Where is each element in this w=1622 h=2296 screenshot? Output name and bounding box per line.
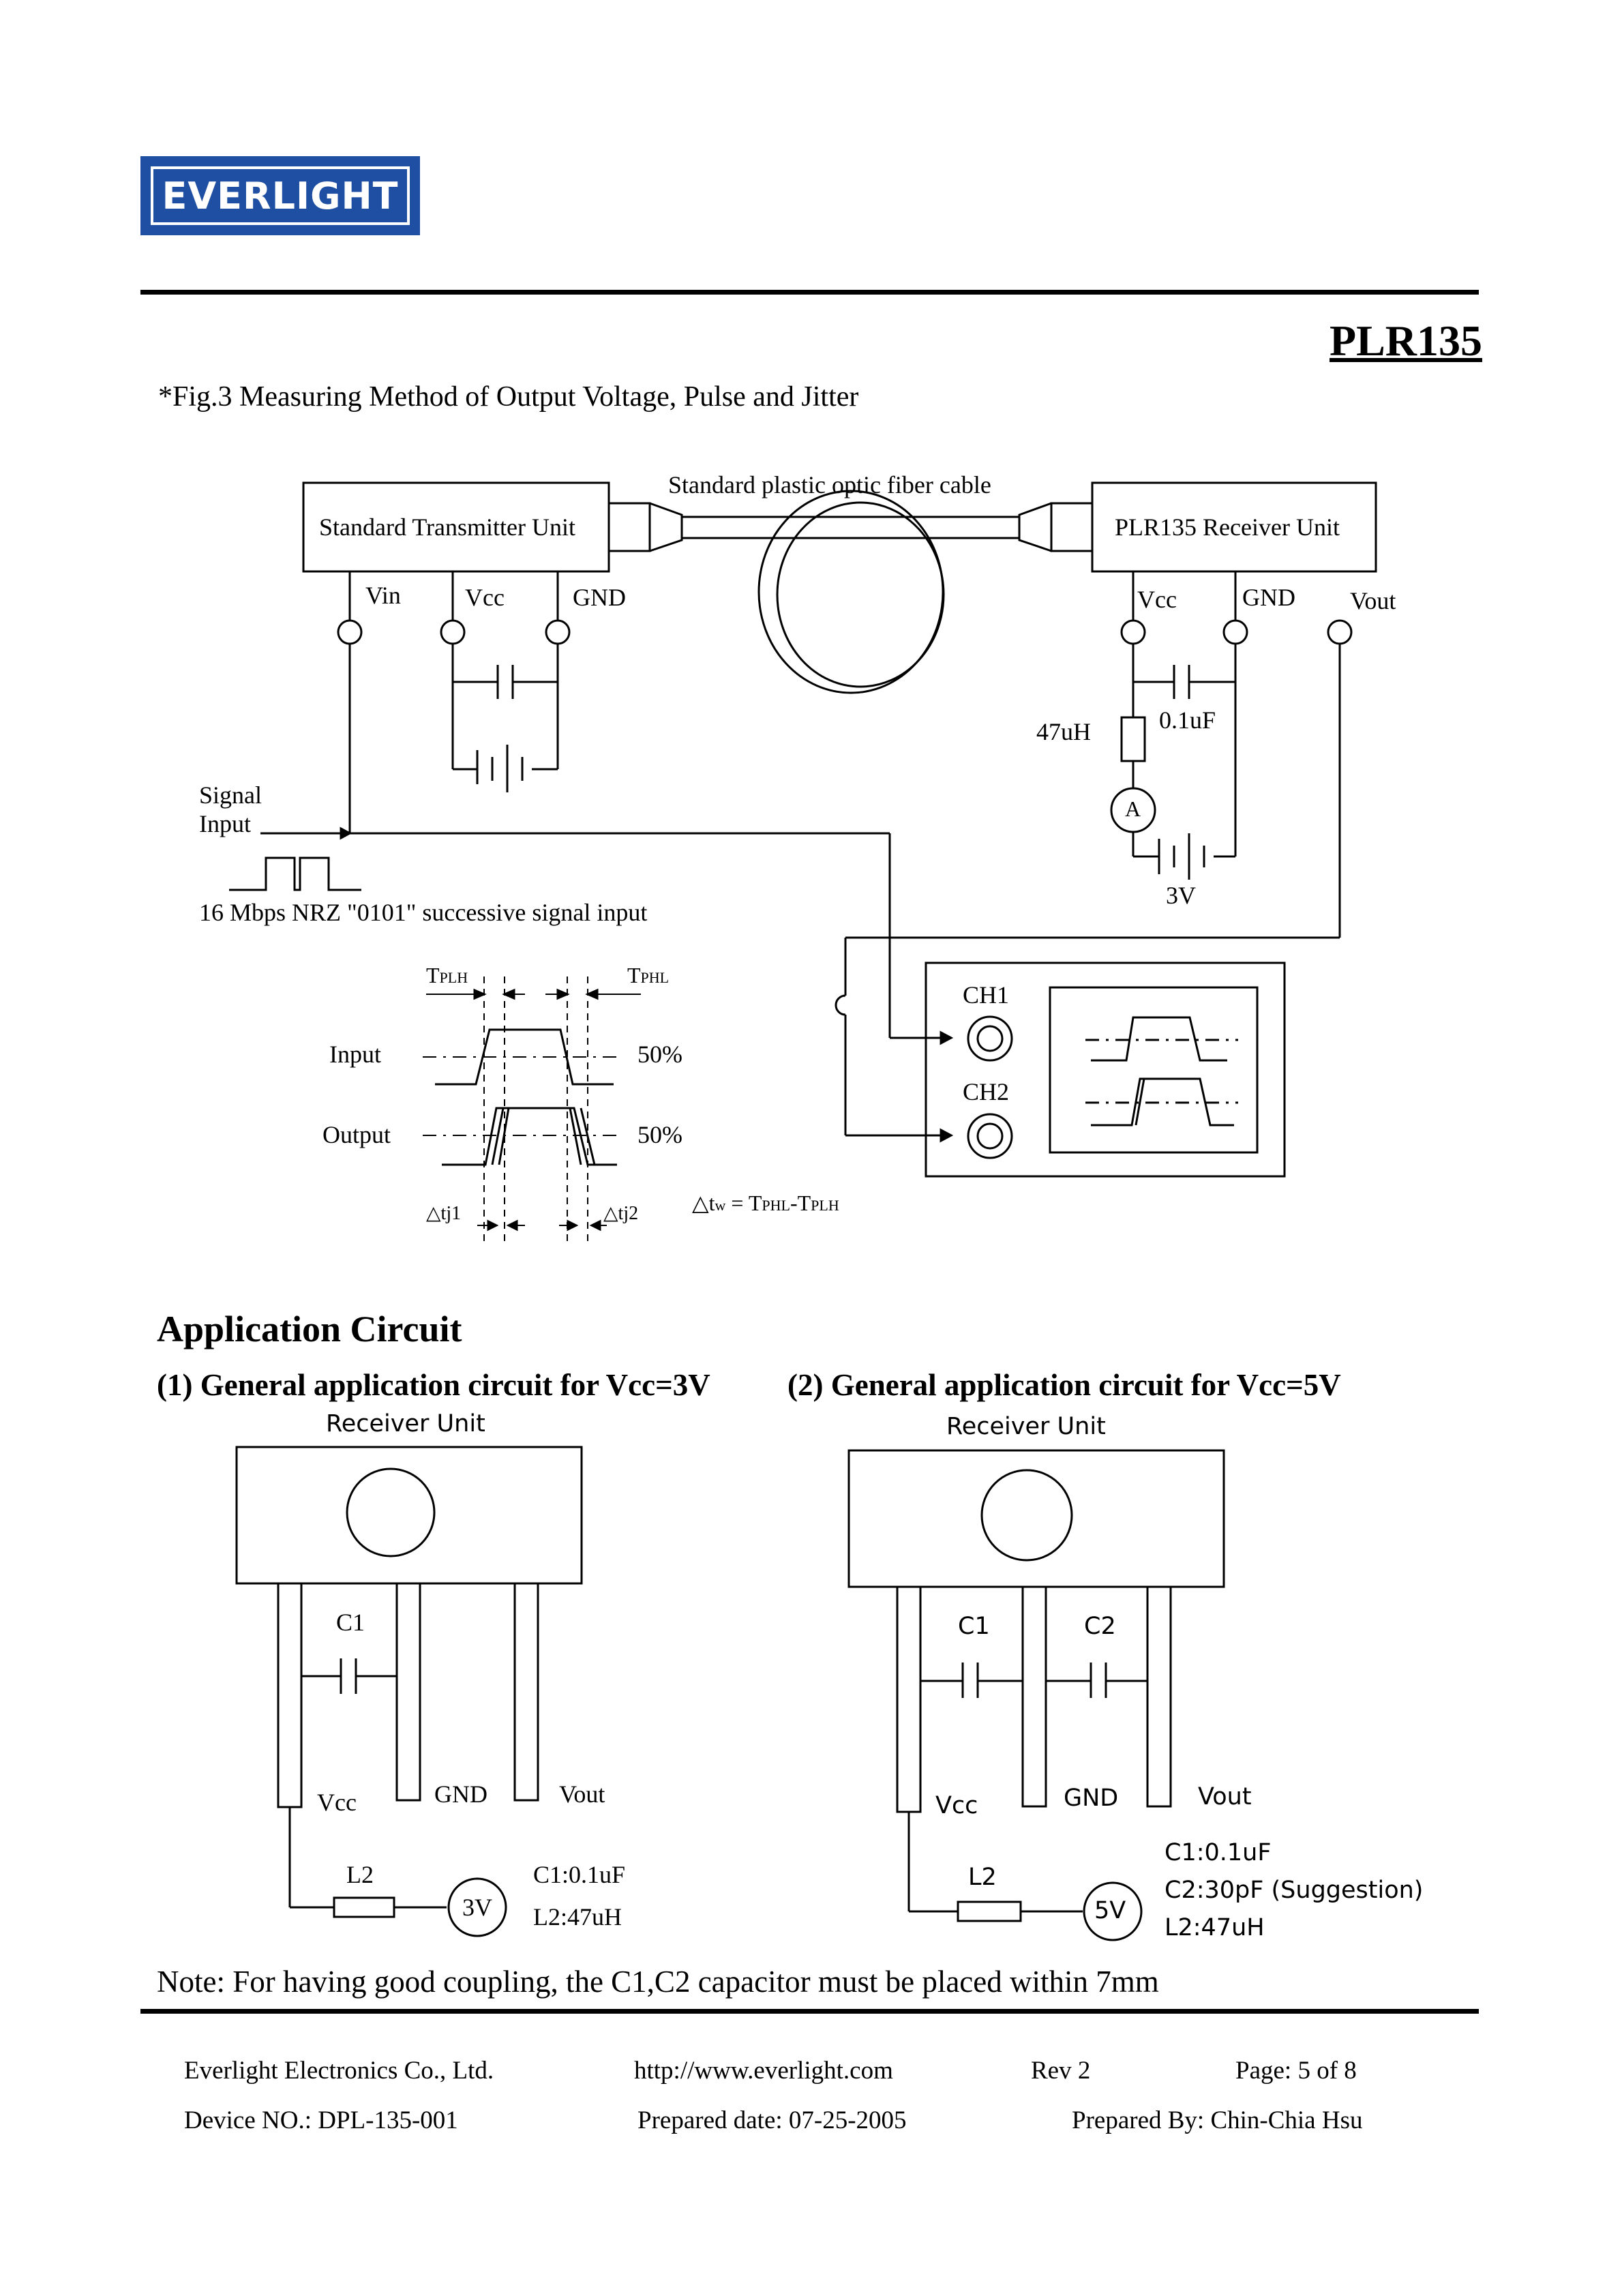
timing-output-label: Output [322, 1121, 391, 1148]
circuit2-unit-label: Receiver Unit [946, 1413, 1106, 1440]
circuit2-source: 5V [1094, 1897, 1126, 1924]
circuit1-l2: L2 [346, 1861, 374, 1888]
tx-vcc-label: Vcc [465, 584, 505, 611]
figure-title: *Fig.3 Measuring Method of Output Voltage, Pulse and Jitter [158, 381, 859, 413]
circuit1-c1: C1 [336, 1609, 365, 1636]
circuit1-unit-label: Receiver Unit [326, 1410, 485, 1437]
tplh-label: TPLH [426, 963, 468, 987]
right-connector [1051, 503, 1092, 551]
inductor-l2-2 [958, 1902, 1021, 1921]
signal-label-1: Signal [199, 781, 262, 809]
ch1-label: CH1 [963, 981, 1010, 1009]
receiver-label: PLR135 Receiver Unit [1115, 513, 1340, 541]
transmitter-label: Standard Transmitter Unit [319, 513, 575, 541]
rx-gnd-label: GND [1242, 584, 1295, 611]
circuit2-spec3: L2:47uH [1165, 1914, 1265, 1941]
model-title: PLR135 [1330, 316, 1482, 365]
footer-rule [140, 2009, 1479, 2014]
ch2-label: CH2 [963, 1078, 1010, 1105]
scope-screen [1050, 987, 1257, 1152]
tw-formula: △tw = TPHL-TPLH [692, 1191, 839, 1215]
tx-gnd-label: GND [573, 584, 626, 611]
signal-label-2: Input [199, 810, 251, 837]
capacitor-label: 0.1uF [1159, 706, 1216, 734]
pct-input-label: 50% [637, 1041, 682, 1068]
pct-output-label: 50% [637, 1121, 682, 1148]
tphl-label: TPHL [627, 963, 670, 987]
rx-vout-label: Vout [1350, 587, 1396, 614]
footer-prepared-date: Prepared date: 07-25-2005 [637, 2106, 907, 2134]
fiber-coil-inner [777, 503, 944, 687]
footer-prepared-by: Prepared By: Chin-Chia Hsu [1072, 2106, 1363, 2134]
tx-vin-label: Vin [365, 582, 401, 609]
tj1-label: △tj1 [426, 1203, 462, 1224]
timing-input-label: Input [329, 1041, 381, 1068]
circuit2-spec2: C2:30pF (Suggestion) [1165, 1877, 1424, 1904]
circuit1-vout: Vout [559, 1780, 605, 1808]
circuit2-c2: C2 [1084, 1613, 1116, 1640]
coupling-note: Note: For having good coupling, the C1,C2 capacitor must be placed within 7mm [157, 1965, 1159, 1999]
circuit2-gnd: GND [1064, 1785, 1119, 1812]
footer-device: Device NO.: DPL-135-001 [184, 2106, 458, 2134]
application-heading: Application Circuit [157, 1309, 462, 1350]
left-connector [609, 503, 650, 551]
circuit1-spec1: C1:0.1uF [533, 1861, 626, 1888]
circuit2-l2: L2 [968, 1864, 997, 1891]
ammeter-label: A [1125, 796, 1141, 821]
circuit1-vcc: Vcc [317, 1789, 357, 1816]
inductor-47uh [1122, 717, 1145, 761]
inductor-label: 47uH [1036, 718, 1091, 745]
circuit2-vout: Vout [1198, 1783, 1252, 1810]
circuit2-title: (2) General application circuit for Vcc=5V [787, 1368, 1341, 1402]
tj2-label: △tj2 [603, 1203, 639, 1224]
circuit2-vcc: Vcc [935, 1792, 978, 1819]
circuit1-spec2: L2:47uH [533, 1903, 622, 1930]
inductor-l2-1 [334, 1898, 394, 1917]
circuit2-spec1: C1:0.1uF [1165, 1839, 1272, 1866]
logo-text: EVERLIGHT [162, 174, 399, 218]
cable-label: Standard plastic optic fiber cable [668, 471, 991, 498]
circuit2-c1: C1 [958, 1613, 990, 1640]
circuit1-gnd: GND [434, 1780, 487, 1808]
rx-vcc-label: Vcc [1137, 586, 1177, 613]
footer-rev: Rev 2 [1031, 2057, 1091, 2085]
signal-caption: 16 Mbps NRZ "0101" successive signal input [199, 899, 648, 926]
footer-company: Everlight Electronics Co., Ltd. [184, 2057, 494, 2085]
right-connector-taper [1019, 503, 1051, 551]
left-connector-taper [650, 503, 682, 551]
circuit1-title: (1) General application circuit for Vcc=3V [157, 1368, 710, 1402]
battery-label: 3V [1166, 882, 1196, 909]
footer-url[interactable]: http://www.everlight.com [634, 2057, 893, 2085]
footer-page: Page: 5 of 8 [1235, 2057, 1357, 2085]
receiver-unit-box-1 [237, 1447, 582, 1583]
circuit1-source: 3V [462, 1894, 492, 1921]
